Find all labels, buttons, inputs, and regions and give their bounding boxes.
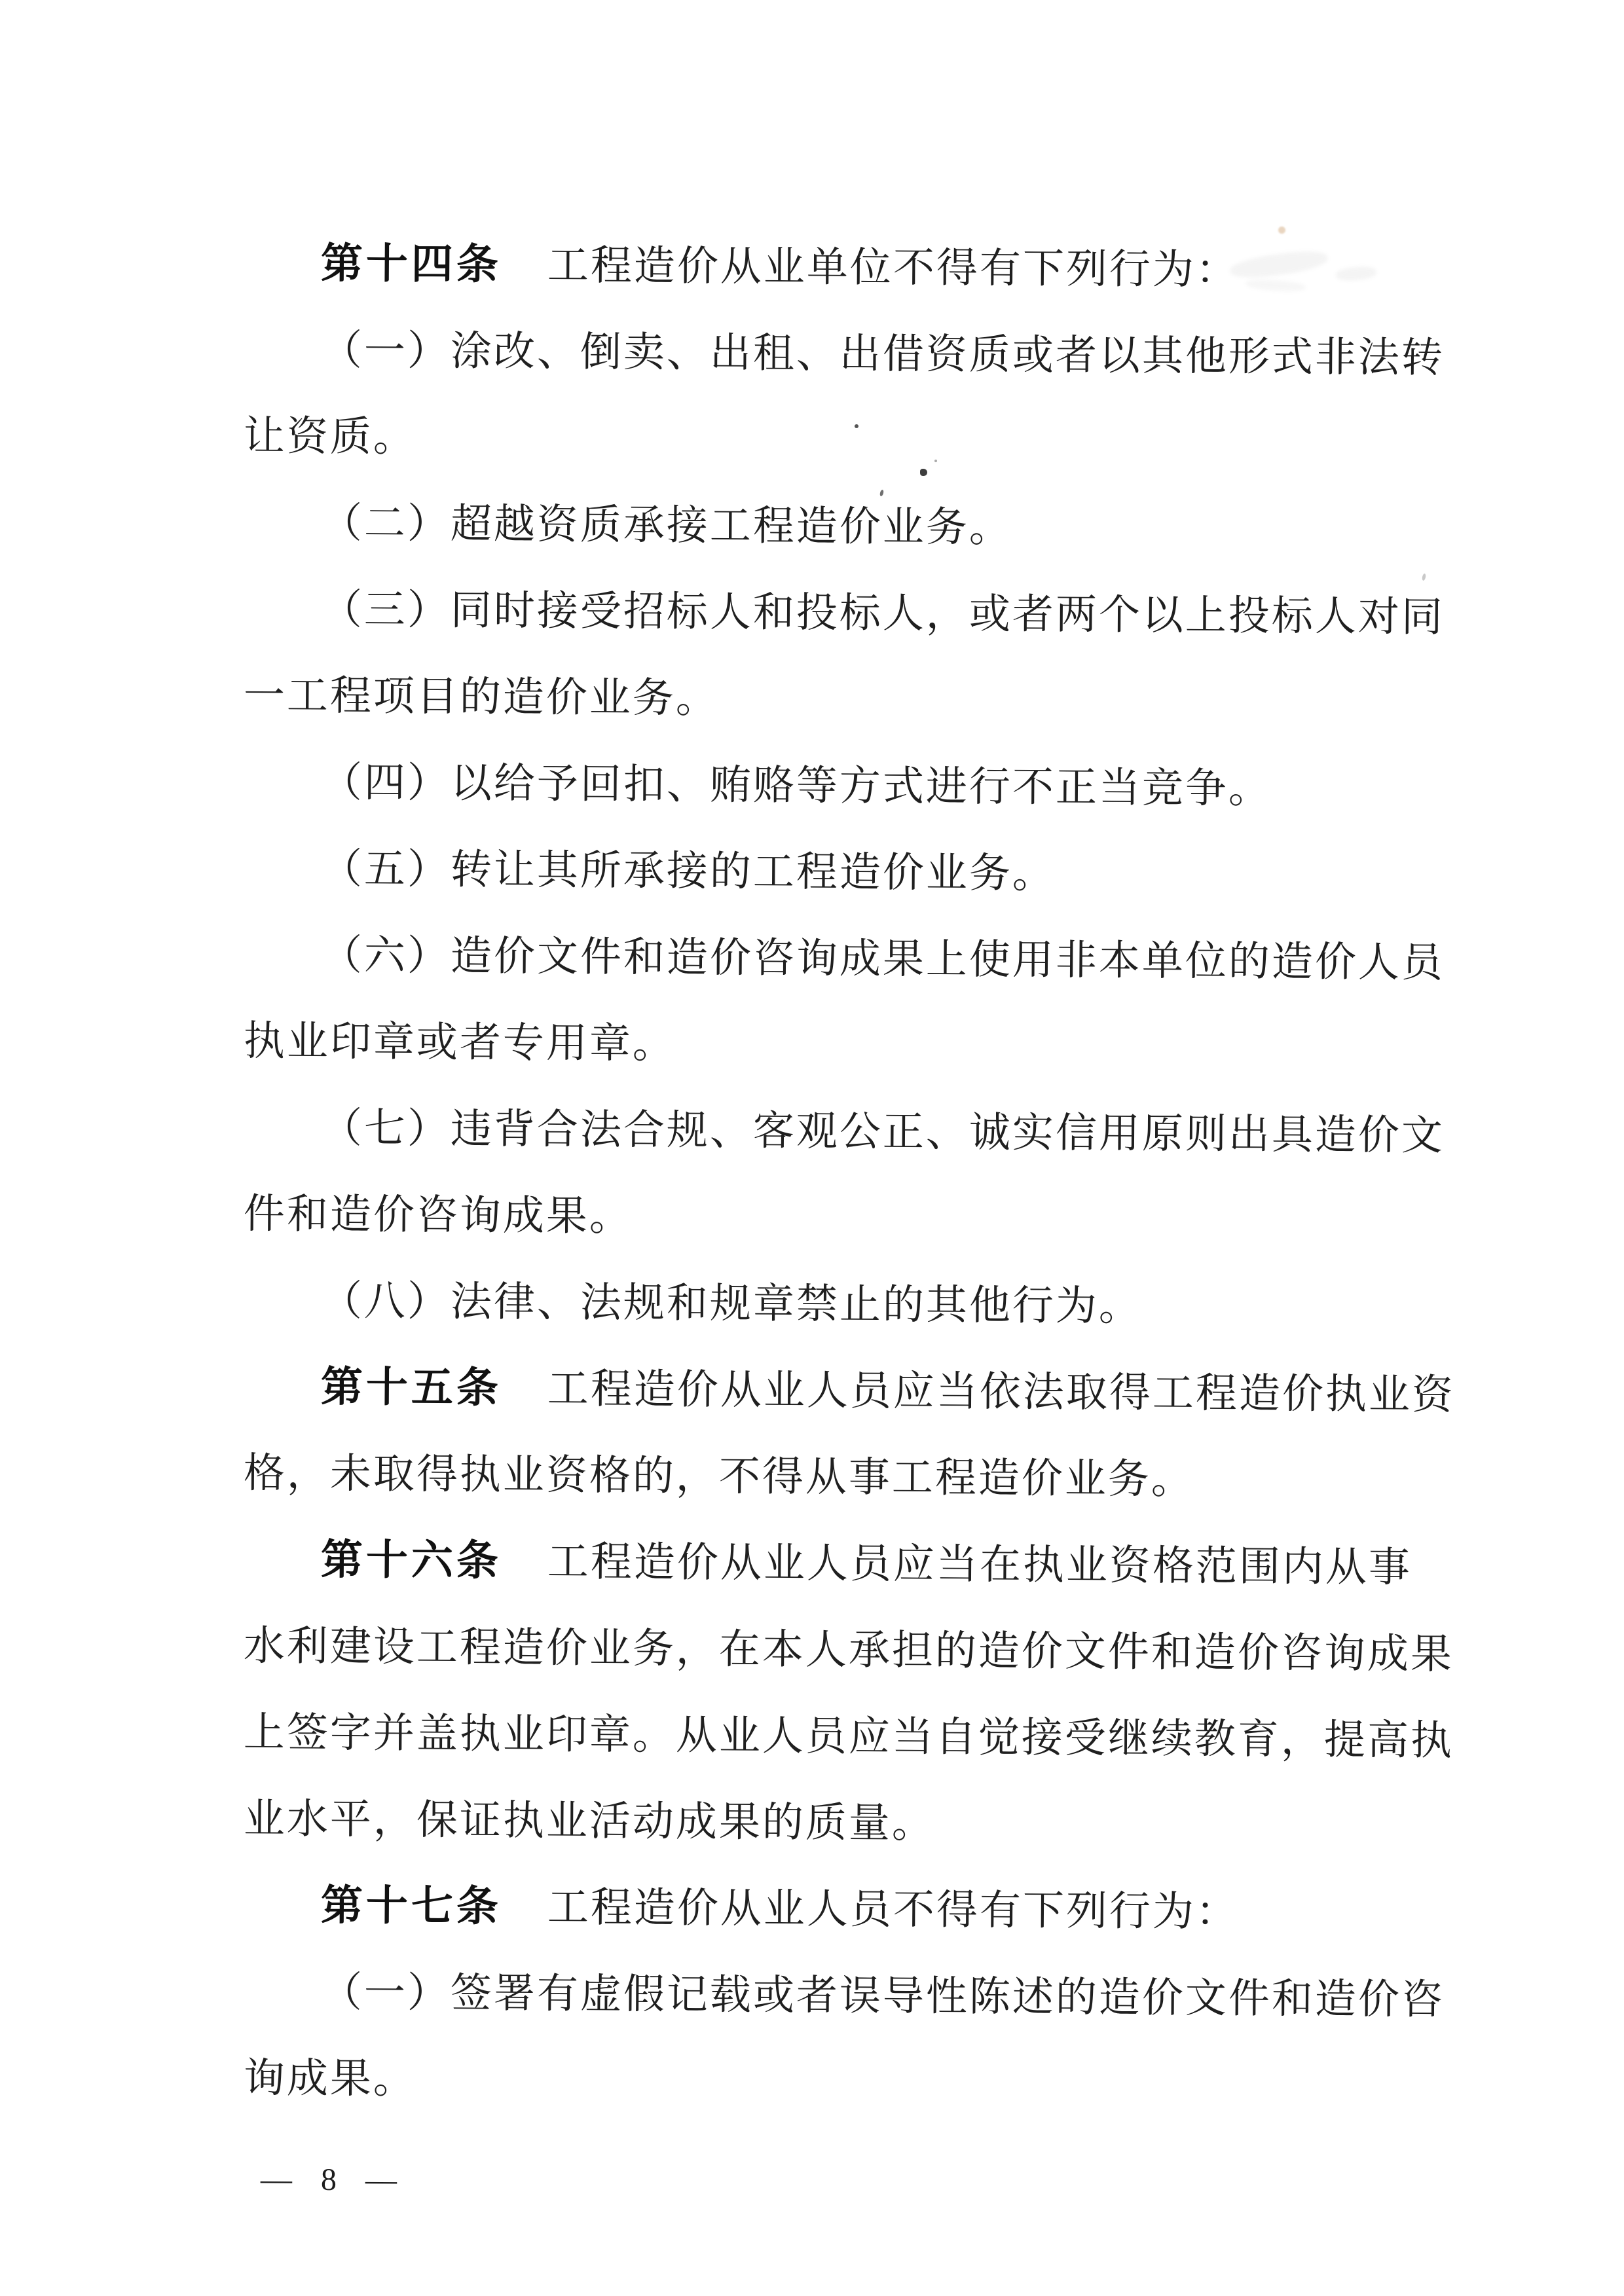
text-line — [244, 1512, 1541, 1608]
text-line — [244, 475, 1541, 571]
line-text: 水利建设工程造价业务，在本人承担的造价文件和造价咨询成果 — [243, 1622, 1454, 1677]
line-text: （一）签署有虚假记载或者误导性陈述的造价文件和造价咨 — [320, 1969, 1445, 2023]
line-text: （三）同时接受招标人和投标人，或者两个以上投标人对同 — [320, 586, 1445, 640]
line-text: 执业印章或者专用章。 — [243, 1017, 676, 1067]
article-heading: 第十六条 — [320, 1535, 502, 1584]
text-line — [244, 994, 1541, 1089]
line-text: 件和造价咨询成果。 — [243, 1190, 633, 1239]
text-line — [244, 1944, 1541, 2040]
line-text: 工程造价从业单位不得有下列行为： — [547, 242, 1240, 293]
text-line — [244, 648, 1541, 744]
line-text: 一工程项目的造价业务。 — [243, 672, 720, 721]
line-text: （二）超越资质承接工程造价业务。 — [320, 500, 1013, 551]
text-line — [244, 1858, 1541, 1954]
text-line — [244, 302, 1541, 398]
text-line — [244, 216, 1541, 312]
line-text: 工程造价从业人员不得有下列行为： — [547, 1884, 1240, 1935]
text-line — [244, 1685, 1541, 1781]
line-text: （八）法律、法规和规章禁止的其他行为。 — [320, 1277, 1143, 1330]
text-block — [244, 216, 1540, 2117]
text-line — [244, 1772, 1541, 1867]
line-text: （四）以给予回扣、贿赂等方式进行不正当竞争。 — [320, 759, 1272, 812]
text-line — [244, 389, 1541, 484]
text-line — [244, 1339, 1541, 1435]
article-heading: 第十四条 — [320, 239, 502, 288]
line-text: 格，未取得执业资格的，不得从事工程造价业务。 — [243, 1449, 1195, 1503]
line-text: 业水平，保证执业活动成果的质量。 — [243, 1795, 936, 1846]
line-text: （六）造价文件和造价咨询成果上使用非本单位的造价人员 — [320, 932, 1445, 986]
line-text: 工程造价从业人员应当依法取得工程造价执业资 — [547, 1365, 1456, 1418]
page-number: — 8 — — [260, 2162, 408, 2198]
line-text: 上签字并盖执业印章。从业人员应当自觉接受继续教育，提高执 — [243, 1709, 1454, 1764]
line-text: （一）涂改、倒卖、出租、出借资质或者以其他形式非法转 — [320, 327, 1445, 381]
text-line — [244, 1080, 1541, 1176]
line-text: （七）违背合法合规、客观公正、诚实信用原则出具造价文 — [320, 1104, 1445, 1159]
text-line — [244, 735, 1541, 830]
line-text: 工程造价从业人员应当在执业资格范围内从事 — [547, 1538, 1412, 1590]
text-line — [244, 821, 1541, 917]
article-heading: 第十七条 — [320, 1881, 502, 1930]
text-line — [244, 907, 1541, 1003]
text-line — [244, 1253, 1541, 1349]
line-text: 让资质。 — [243, 412, 417, 460]
line-text: 询成果。 — [243, 2054, 417, 2102]
article-heading: 第十五条 — [320, 1362, 502, 1412]
text-line — [244, 1599, 1541, 1694]
text-line — [244, 562, 1541, 657]
text-line — [244, 1426, 1541, 1522]
line-text: （五）转让其所承接的工程造价业务。 — [320, 845, 1056, 897]
text-line — [244, 1167, 1541, 1262]
text-line — [244, 2031, 1541, 2126]
